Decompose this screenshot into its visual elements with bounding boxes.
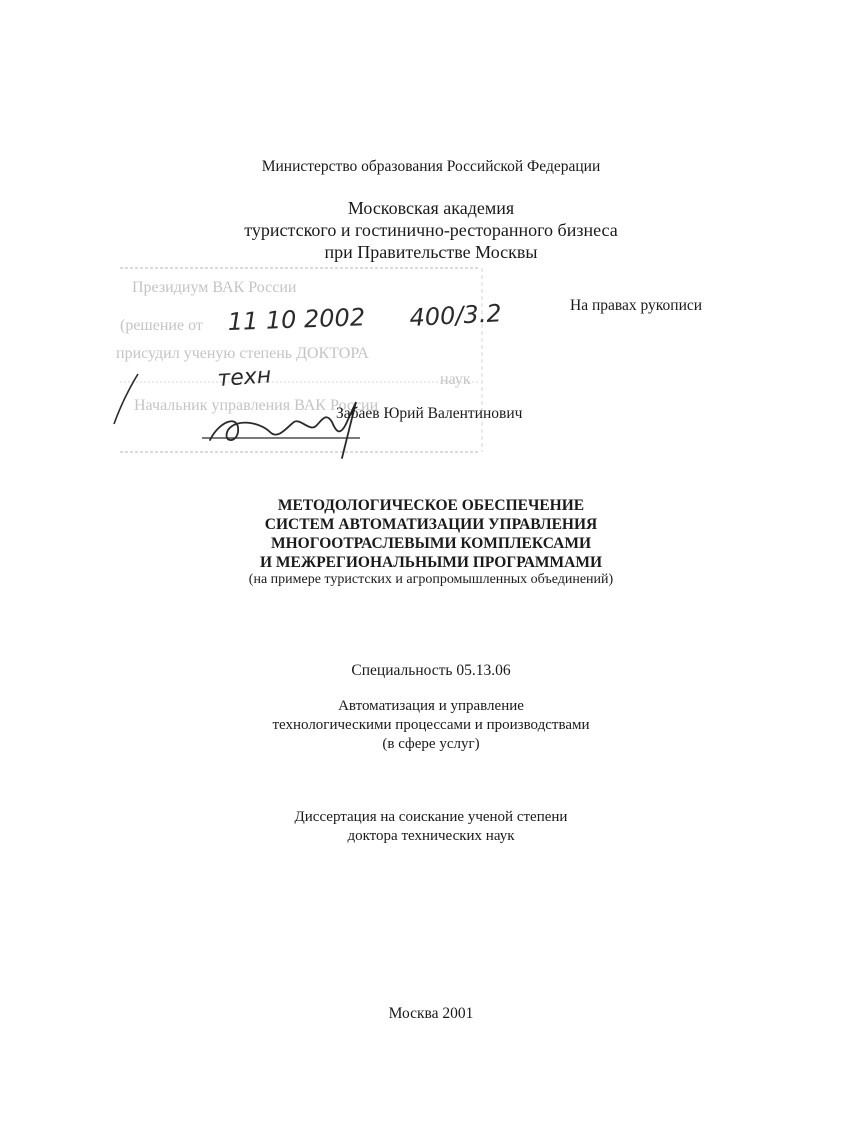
ministry-name: Министерство образования Российской Федерации	[261, 158, 601, 175]
stamp-line-3: присудил ученую степень ДОКТОРА	[116, 345, 369, 362]
specialty-description-line-2: технологическими процессами и производствами	[272, 717, 590, 733]
vak-stamp	[110, 262, 503, 462]
handwritten-date: 11 10 2002	[227, 303, 366, 336]
handwritten-field: техн	[216, 363, 273, 392]
handwritten-number: 400/3.2	[408, 299, 503, 332]
academy-name-line-2: туристского и гостинично-ресторанного бизнеса	[244, 220, 618, 240]
title-line-1: МЕТОДОЛОГИЧЕСКОЕ ОБЕСПЕЧЕНИЕ	[277, 497, 585, 514]
rights-note: На правах рукописи	[570, 297, 703, 314]
stamp-line-2: (решение от	[120, 317, 203, 334]
title-line-2: СИСТЕМ АВТОМАТИЗАЦИИ УПРАВЛЕНИЯ	[264, 516, 598, 533]
degree-line-1: Диссертация на соискание ученой степени	[294, 809, 568, 825]
title-line-3: МНОГООТРАСЛЕВЫМИ КОМПЛЕКСАМИ	[270, 535, 592, 552]
author-name: Забаев Юрий Валентинович	[336, 405, 523, 422]
stamp-line-5: Начальник управления ВАК России	[134, 397, 379, 414]
title-subtitle: (на примере туристских и агропромышленных объединений)	[248, 572, 614, 587]
stamp-line-1: Президиум ВАК России	[132, 279, 297, 296]
specialty-code: Специальность 05.13.06	[351, 662, 511, 679]
stamp-line-4: наук	[440, 371, 471, 388]
title-line-4: И МЕЖРЕГИОНАЛЬНЫМИ ПРОГРАММАМИ	[259, 554, 603, 571]
city-year: Москва 2001	[388, 1005, 474, 1022]
academy-name-line-3: при Правительстве Москвы	[324, 242, 538, 262]
degree-line-2: доктора технических наук	[347, 828, 515, 844]
academy-name-line-1: Московская академия	[347, 198, 515, 218]
stamp-graphic	[110, 262, 503, 462]
specialty-description-line-1: Автоматизация и управление	[338, 698, 524, 714]
specialty-description-line-3: (в сфере услуг)	[382, 736, 480, 752]
